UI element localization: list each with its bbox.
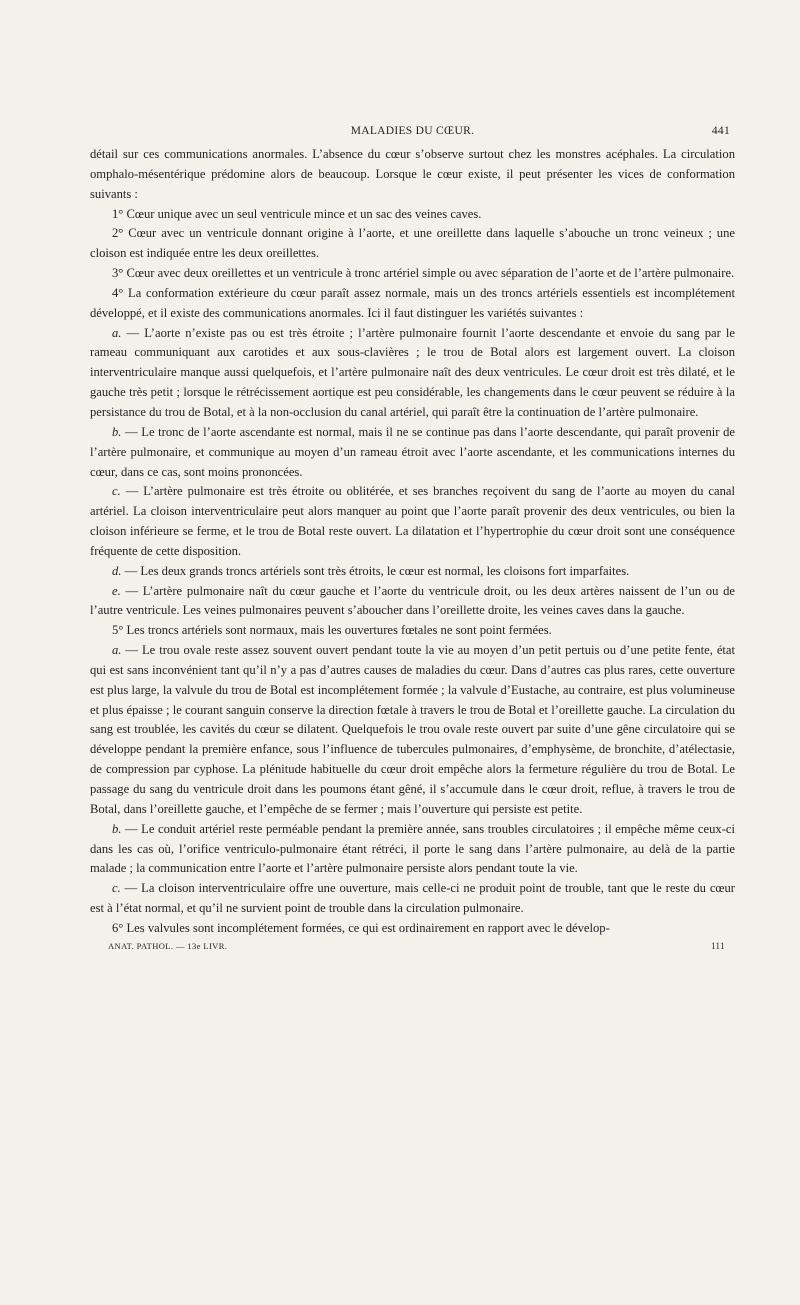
paragraph (90, 582, 735, 622)
paragraph-lead: d. (112, 563, 122, 578)
paragraph-text: 3° Cœur avec deux oreillettes et un ventricule à tronc artériel simple ou avec séparation de l’aorte et de l’artère pulmonaire. (112, 266, 735, 281)
paragraph-text: — Le trou ovale reste assez souvent ouvert pendant toute la vie au moyen d’un petit pertuis ou d’une petite fente, état qui est sans inconvénient tant qu’il n’y a pas d’autres causes de maladies du cœur. Dans d’autres cas plus rares, cette ouverture est plus large, la valvule du trou de Botal est incomplétement formée ; la valvule d’Eustache, au contraire, est plus volumineuse et plus épaisse ; le courant sanguin conserve la direction fœtale à travers le trou de Botal et l’oreillette gauche. La circulation du sang est troublée, les cavités du cœur se dilatent. Quelquefois le trou ovale reste ouvert par suite d’une gêne circulatoire qui se développe pendant la première enfance, sous l’influence de tubercules pulmonaires, d’emphysème, de bronchite, d’atélectasie, de compression par cyphose. La plénitude habituelle du cœur droit empêche alors la fermeture régulière du trou de Botal. Le passage du sang du ventricule droit dans les poumons étant gêné, il s’accumule dans le cœur droit, reflue, à travers le trou de Botal, dans l’oreillette gauche, et l’empêche de se fermer ; mais l’ouverture qui persiste est petite. (90, 643, 735, 816)
paragraph-text: 4° La conformation extérieure du cœur paraît assez normale, mais un des troncs artériels essentiels est incomplétement développé, et il existe des communications anormales. Ici il faut distinguer les variétés suivantes : (90, 285, 735, 320)
paragraph-lead: a. (112, 643, 122, 658)
signature-number: 111 (710, 940, 725, 951)
paragraph (90, 423, 735, 483)
paragraph (90, 879, 735, 919)
paragraph-text: — L’artère pulmonaire est très étroite ou oblitérée, et ses branches reçoivent du sang de l’aorte au moyen du canal artériel. La cloison interventriculaire peut alors manquer au point que l’aorte paraît provenir des deux ventricules, ou bien la cloison inférieure se ferme, et le trou de Botal reste ouvert. La dilatation et l’hypertrophie du cœur droit sont une conséquence fréquente de cette disposition. (90, 484, 735, 558)
paragraph (90, 482, 735, 561)
paragraph-text: — La cloison interventriculaire offre une ouverture, mais celle-ci ne produit point de trouble, tant que le reste du cœur est à l’état normal, et qu’il ne survient point de trouble dans la circulation pulmonaire. (90, 881, 735, 916)
paragraph-lead: e. (112, 583, 121, 598)
paragraph-text: détail sur ces communications anormales. L’absence du cœur s’observe surtout chez les monstres acéphales. La circulation omphalo-mésentérique prédomine alors de beaucoup. Lorsque le cœur existe, il peut présenter les vices de conformation suivants : (90, 147, 735, 201)
page-number: 441 (711, 125, 730, 137)
paragraph (90, 324, 735, 423)
printer-signature: ANAT. PATHOL. — 13e LIVR. (108, 940, 228, 951)
paragraph-text: 1° Cœur unique avec un seul ventricule mince et un sac des veines caves. (112, 206, 482, 221)
paragraph-text: 2° Cœur avec un ventricule donnant origine à l’aorte, et une oreillette dans laquelle s’abouche un tronc veineux ; une cloison est indiquée entre les deux oreillettes. (90, 226, 735, 261)
paragraph-lead: c. (112, 881, 121, 896)
footer (90, 941, 735, 957)
paragraph-lead: a. (112, 325, 122, 340)
paragraph-text: — Le tronc de l’aorte ascendante est normal, mais il ne se continue pas dans l’aorte descendante, qui paraît provenir de l’artère pulmonaire, et communique au moyen d’un rameau étroit avec l’aorte ascendante, et les communications internes du cœur, dans ce cas, sont moins prononcées. (90, 424, 735, 479)
paragraph-text: 6° Les valvules sont incomplétement formées, ce qui est ordinairement en rapport avec le dévelop- (112, 920, 610, 935)
paragraph (90, 145, 735, 205)
running-head (90, 125, 735, 145)
paragraph-lead: b. (112, 424, 122, 439)
paragraph-text: — Les deux grands troncs artériels sont très étroits, le cœur est normal, les cloisons fort imparfaites. (121, 563, 630, 578)
paragraph-lead: c. (112, 484, 121, 499)
paragraph (90, 224, 735, 264)
paragraph-lead: b. (112, 821, 122, 836)
running-title: MALADIES DU CŒUR. (350, 125, 475, 137)
paragraph (90, 641, 735, 820)
paragraph-text: — L’artère pulmonaire naît du cœur gauche et l’aorte du ventricule droit, ou les deux artères naissent de l’un ou de l’autre ventricule. Les veines pulmonaires peuvent s’aboucher dans l’oreillette droite, les veines caves dans la gauche. (90, 583, 735, 618)
page (90, 125, 735, 957)
paragraph (90, 919, 735, 939)
paragraph-text: — Le conduit artériel reste perméable pendant la première année, sans troubles circulatoires ; il empêche même ceux-ci dans les cas où, l’orifice ventriculo-pulmonaire étant rétréci, il porte le sang dans l’artère pulmonaire, au delà de la partie malade ; la communication entre l’aorte et l’artère pulmonaire persiste alors pendant toute la vie. (90, 821, 735, 876)
paragraph-text: 5° Les troncs artériels sont normaux, mais les ouvertures fœtales ne sont point fermées. (112, 623, 552, 638)
paragraph (90, 205, 735, 225)
paragraph (90, 562, 735, 582)
paragraph (90, 264, 735, 284)
body-text (90, 145, 735, 939)
paragraph-text: — L’aorte n’existe pas ou est très étroite ; l’artère pulmonaire fournit l’aorte descendante et envoie du sang par le rameau communiquant aux carotides et aux sous-clavières ; le trou de Botal alors est largement ouvert. La cloison interventriculaire manque aussi quelquefois, et l’artère pulmonaire naît des deux ventricules. Le cœur droit est très dilaté, et le gauche très petit ; lorsque le rétrécissement aortique est peu considérable, les changements dans le cœur peuvent se réduire à la persistance du trou de Botal, et à la non-occlusion du canal artériel, qui paraît être la continuation de l’artère pulmonaire. (90, 325, 735, 419)
paragraph (90, 284, 735, 324)
paragraph (90, 820, 735, 880)
paragraph (90, 621, 735, 641)
